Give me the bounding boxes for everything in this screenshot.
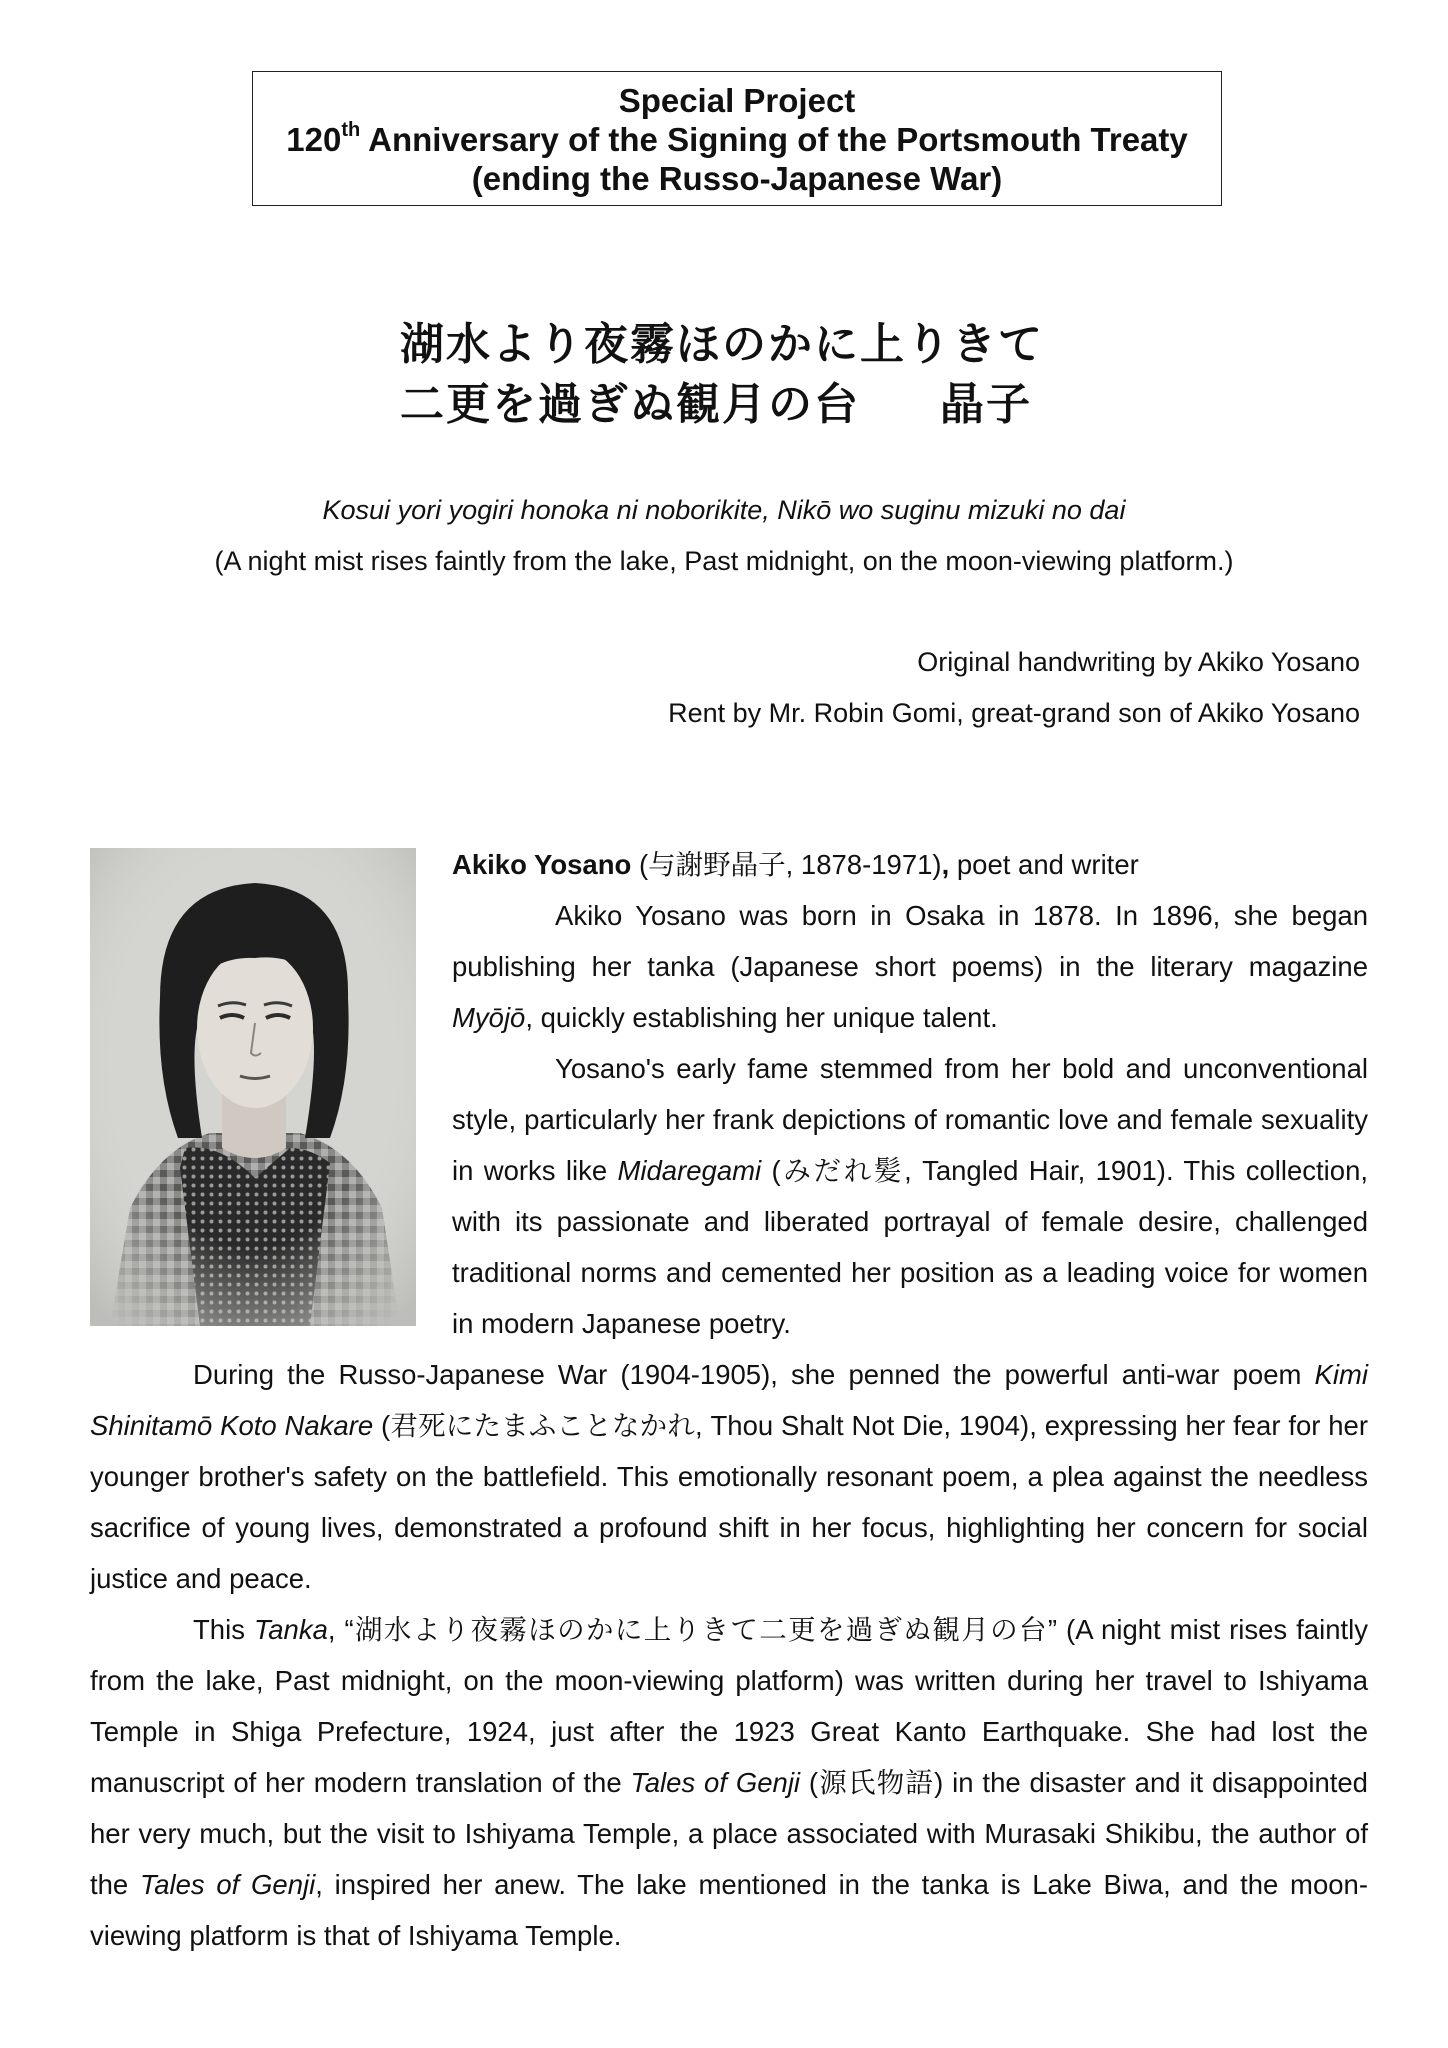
bio-p4-genji-1: Tales of Genji xyxy=(630,1767,801,1798)
tanka-line-2 xyxy=(400,375,1100,435)
credit-lender: Rent by Mr. Robin Gomi, great-grand son of Akiko Yosano xyxy=(668,698,1360,728)
bio-p4-genji-2: Tales of Genji xyxy=(139,1869,316,1900)
bio-p2-text-a: Yosano's early fame stemmed from her bold and unconventional style, particularly her frank depictions of romantic love and female sexuality in works like xyxy=(452,1053,1368,1186)
title-line-1: Special Project xyxy=(618,82,856,119)
title-anniversary-text: Anniversary of the Signing of the Portsmouth Treaty xyxy=(360,121,1188,158)
title-box xyxy=(252,71,1222,206)
title-ordinal-suffix: th xyxy=(341,119,361,141)
bio-p1-text-a: Akiko Yosano was born in Osaka in 1878. In 1896, she began publishing her tanka (Japanese short poems) in the literary magazine xyxy=(452,900,1368,982)
tanka-romanization: Kosui yori yogiri honoka ni noborikite, Nikō wo suginu mizuki no dai xyxy=(322,495,1126,525)
bio-p4-tanka: Tanka xyxy=(253,1614,328,1645)
bio-p3-poem: Kimi Shinitamō Koto Nakare xyxy=(90,1359,1368,1441)
bio-p4-text-d: , inspired her anew. The lake mentioned in the tanka is Lake Biwa, and the moon-viewing platform is that of Ishiyama Temple. xyxy=(90,1869,1369,1951)
tanka-line-1: 湖水より夜霧ほのかに上りきて xyxy=(400,319,1044,370)
bio-p4-text-c: (源氏物語) in the disaster and it disappointed her very much, but the visit to Ishiyama Temple, a place associated with Murasaki Shikibu, the author of the xyxy=(90,1767,1368,1900)
bio-p1-magazine: Myōjō xyxy=(452,1002,526,1033)
title-line-2 xyxy=(253,120,1221,159)
bio-p3-text-a: During the Russo-Japanese War (1904‑1905), she penned the powerful anti-war poem xyxy=(193,1359,1315,1390)
bio-paragraph-3 xyxy=(90,1349,1368,1604)
bio-p4-text-a: This xyxy=(193,1614,254,1645)
tanka-author: 晶子 xyxy=(940,379,1032,430)
bio-name-comma: , xyxy=(941,849,950,880)
credit-handwriting: Original handwriting by Akiko Yosano xyxy=(917,647,1360,677)
title-anniversary-number: 120 xyxy=(286,121,342,158)
bio-p1-text-b: , quickly establishing her unique talent. xyxy=(525,1002,998,1033)
portrait-spacer xyxy=(90,839,452,1329)
title-line-3: (ending the Russo-Japanese War) xyxy=(471,160,1003,197)
bio-p2-work: Midaregami xyxy=(617,1155,762,1186)
bio-p2-text-b: (みだれ髪, Tangled Hair, 1901). This collection, with its passionate and liberated portrayal of female desire, challenged traditional norms and cemented her position as a leading voice for women in modern Japanese poetry. xyxy=(452,1155,1368,1339)
tanka-poem xyxy=(400,315,1100,435)
tanka-translation: (A night mist rises faintly from the lake, Past midnight, on the moon-viewing platform.) xyxy=(214,546,1234,576)
bio-paragraph-4 xyxy=(90,1604,1368,1961)
biography-text xyxy=(90,839,1368,1961)
bio-name-role: poet and writer xyxy=(949,849,1139,880)
bio-p4-text-b: , “湖水より夜霧ほのかに上りきて二更を過ぎぬ観月の台” (A night mist rises faintly from the lake, Past midnight, on the moon-viewing platform) was written during her travel to Ishiyama Temple in Shiga Prefecture, 1924, just after the 1923 Great Kanto Earthquake. She had lost the manuscript of her modern translation of the xyxy=(90,1614,1369,1798)
bio-name-dates: (与謝野晶子, 1878-1971) xyxy=(631,849,942,880)
bio-p3-text-b: (君死にたまふことなかれ, Thou Shalt Not Die, 1904), expressing her fear for her younger brother's safety on the battlefield. This emotionally resonant poem, a plea against the needless sacrifice of young lives, demonstrated a profound shift in her focus, highlighting her concern for social justice and peace. xyxy=(90,1410,1368,1594)
bio-name: Akiko Yosano xyxy=(452,849,632,880)
tanka-line-2-text: 二更を過ぎぬ観月の台 xyxy=(400,379,860,430)
